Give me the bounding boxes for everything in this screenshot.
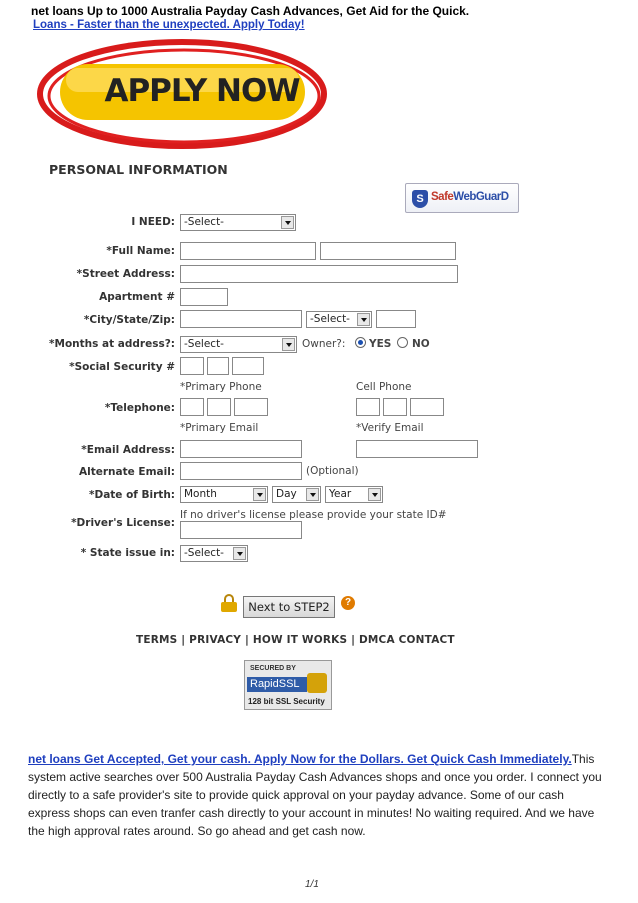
street-input[interactable] xyxy=(180,265,458,283)
last-name-input[interactable] xyxy=(320,242,456,260)
badge-suffix: D xyxy=(500,191,509,203)
owner-yes-label: YES xyxy=(369,338,392,350)
i-need-label: I NEED: xyxy=(131,216,175,228)
badge-prefix: Safe xyxy=(431,191,454,203)
phone-prefix-input[interactable] xyxy=(207,398,231,416)
safewebguard-text xyxy=(431,191,509,203)
cell-area-input[interactable] xyxy=(356,398,380,416)
dob-day-select[interactable] xyxy=(272,486,321,503)
safewebguard-badge xyxy=(405,183,519,213)
dob-month-value: Month xyxy=(184,488,217,500)
street-label: *Street Address: xyxy=(76,268,175,280)
chevron-down-icon xyxy=(233,547,246,560)
state-value: -Select- xyxy=(310,313,350,325)
help-icon[interactable]: ? xyxy=(341,596,355,610)
chevron-down-icon xyxy=(281,216,294,229)
months-label: *Months at address?: xyxy=(49,338,175,350)
primary-phone-label: *Primary Phone xyxy=(180,381,262,393)
owner-label: Owner?: xyxy=(302,338,346,350)
email-input[interactable] xyxy=(180,440,302,458)
license-input[interactable] xyxy=(180,521,302,539)
lock-icon xyxy=(221,594,237,612)
city-state-zip-label: *City/State/Zip: xyxy=(83,314,175,326)
chevron-down-icon xyxy=(368,488,381,501)
ssl-brand: RapidSSL xyxy=(247,677,307,692)
dob-year-select[interactable] xyxy=(325,486,383,503)
lock-body xyxy=(221,602,237,612)
chevron-down-icon xyxy=(357,313,370,326)
chevron-down-icon xyxy=(306,488,319,501)
state-issue-value: -Select- xyxy=(184,547,224,559)
primary-email-label: *Primary Email xyxy=(180,422,259,434)
full-name-label: *Full Name: xyxy=(106,245,175,257)
cell-line-input[interactable] xyxy=(410,398,444,416)
license-note: If no driver's license please provide your state ID# xyxy=(180,509,447,521)
owner-no-radio[interactable] xyxy=(397,337,408,348)
ssn-label: *Social Security # xyxy=(69,361,175,373)
footer-links[interactable]: TERMS | PRIVACY | HOW IT WORKS | DMCA CONTACT xyxy=(136,634,455,646)
body-paragraph xyxy=(28,750,608,840)
ssn-part3-input[interactable] xyxy=(232,357,264,375)
cell-prefix-input[interactable] xyxy=(383,398,407,416)
page-title: net loans Up to 1000 Australia Payday Cash Advances, Get Aid for the Quick. xyxy=(31,4,470,18)
section-title: PERSONAL INFORMATION xyxy=(49,162,228,177)
state-select[interactable] xyxy=(306,311,372,328)
email-label: *Email Address: xyxy=(81,444,175,456)
chevron-down-icon xyxy=(253,488,266,501)
state-issue-label: * State issue in: xyxy=(80,547,175,559)
state-issue-select[interactable] xyxy=(180,545,248,562)
verify-email-input[interactable] xyxy=(356,440,478,458)
apartment-label: Apartment # xyxy=(99,291,175,303)
zip-input[interactable] xyxy=(376,310,416,328)
badge-mid: WebGuar xyxy=(453,191,501,203)
i-need-value: -Select- xyxy=(184,216,224,228)
header-link[interactable]: Loans - Faster than the unexpected. Apply Today! xyxy=(33,19,305,31)
telephone-label: *Telephone: xyxy=(104,402,175,414)
chevron-down-icon xyxy=(282,338,295,351)
optional-note: (Optional) xyxy=(306,465,359,477)
first-name-input[interactable] xyxy=(180,242,316,260)
i-need-select[interactable] xyxy=(180,214,296,231)
phone-area-input[interactable] xyxy=(180,398,204,416)
ssl-secured-by: SECURED BY xyxy=(250,665,296,672)
phone-line-input[interactable] xyxy=(234,398,268,416)
dob-month-select[interactable] xyxy=(180,486,268,503)
padlock-icon xyxy=(307,673,327,693)
apply-now-label: APPLY NOW xyxy=(104,73,300,109)
owner-yes-radio[interactable] xyxy=(355,337,366,348)
ssl-strength: 128 bit SSL Security xyxy=(248,697,325,706)
months-select[interactable] xyxy=(180,336,297,353)
body-text: This system active searches over 500 Australia Payday Cash Advances shops and once you order. I connect you directly to a safe provider's site to provide quick approval on your payday advance. Some of our cash express shops can even tranfer cash directly to your account in minutes! No waiting required. And we have the high approval rates around. So go ahead and get cash now. xyxy=(28,752,602,838)
license-label: *Driver's License: xyxy=(71,517,175,529)
ssn-part2-input[interactable] xyxy=(207,357,229,375)
next-step-button[interactable]: Next to STEP2 xyxy=(243,596,335,618)
dob-label: *Date of Birth: xyxy=(89,489,175,501)
apply-now-banner[interactable] xyxy=(32,36,332,154)
months-value: -Select- xyxy=(184,338,224,350)
alt-email-label: Alternate Email: xyxy=(79,466,175,478)
verify-email-label: *Verify Email xyxy=(356,422,424,434)
shield-icon: S xyxy=(412,190,428,208)
alt-email-input[interactable] xyxy=(180,462,302,480)
body-link[interactable]: net loans Get Accepted, Get your cash. Apply Now for the Dollars. Get Quick Cash Immediately. xyxy=(28,752,572,766)
dob-day-value: Day xyxy=(276,488,297,500)
page-number: 1/1 xyxy=(305,879,319,890)
owner-no-label: NO xyxy=(412,338,430,350)
rapidssl-badge xyxy=(244,660,332,710)
cell-phone-label: Cell Phone xyxy=(356,381,412,393)
apartment-input[interactable] xyxy=(180,288,228,306)
dob-year-value: Year xyxy=(329,488,352,500)
ssn-part1-input[interactable] xyxy=(180,357,204,375)
city-input[interactable] xyxy=(180,310,302,328)
